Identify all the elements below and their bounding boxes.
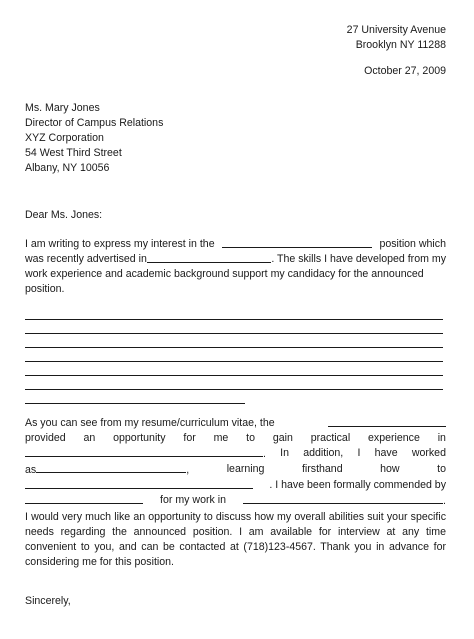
greeting: Dear Ms. Jones: <box>25 209 103 221</box>
intro-text-c: was recently advertised in <box>25 253 147 265</box>
exp-text-a: As you can see from my resume/curriculum vitae, the <box>25 417 275 429</box>
blank-line[interactable] <box>25 348 443 362</box>
recipient-city: Albany, NY 10056 <box>25 162 110 174</box>
blank-role[interactable] <box>36 462 186 473</box>
blank-line[interactable] <box>25 320 443 334</box>
blank-line[interactable] <box>25 306 443 320</box>
intro-text-e: work experience and academic background support my candidacy for the announced <box>25 268 424 280</box>
exp-word: learning <box>226 463 265 475</box>
exp-word: , <box>186 464 190 476</box>
exp-word: In <box>280 447 289 459</box>
exp-word: practical <box>310 432 351 444</box>
blank-line[interactable] <box>25 376 443 390</box>
exp-word: how <box>380 463 400 475</box>
blank-advertised-in[interactable] <box>147 252 271 263</box>
blank-line[interactable] <box>25 334 443 348</box>
sender-street: 27 University Avenue <box>346 24 446 36</box>
blank-paragraph[interactable] <box>25 306 443 404</box>
exp-word: worked <box>411 447 446 459</box>
intro-text-d: . The skills I have developed from my <box>271 253 446 265</box>
blank-commender[interactable] <box>25 493 143 504</box>
exp-word: me <box>213 432 229 444</box>
exp-word: . <box>443 495 446 507</box>
paragraph-closing: I would very much like an opportunity to discuss how my overall abilities suit your specific needs regarding the announced position. I am available for interview at any time convenient to you, and can be contacted at (718)123-4567. Thank you in advance for considering me for this position. <box>25 511 446 568</box>
exp-word: addition, <box>303 447 344 459</box>
exp-word: for <box>183 432 196 444</box>
exp-word: to <box>246 432 256 444</box>
exp-word: gain <box>272 432 293 444</box>
paragraph-experience <box>25 416 446 509</box>
exp-word: an <box>83 432 96 444</box>
exp-word: I <box>357 447 361 459</box>
blank-company[interactable] <box>328 416 446 427</box>
exp-word: opportunity <box>113 432 166 444</box>
exp-word: . <box>263 448 266 460</box>
blank-line[interactable] <box>25 362 443 376</box>
exp-text-f: for my work in <box>160 494 226 506</box>
blank-line[interactable] <box>25 390 245 404</box>
blank-field[interactable] <box>25 446 263 457</box>
intro-text-a: I am writing to express my interest in the <box>25 238 215 250</box>
sender-address <box>347 23 446 53</box>
sender-city: Brooklyn NY 11288 <box>355 39 446 51</box>
exp-word: as <box>25 464 37 476</box>
recipient-title: Director of Campus Relations <box>25 117 164 129</box>
paragraph-intro <box>25 237 446 297</box>
recipient-company: XYZ Corporation <box>25 132 104 144</box>
exp-word: experience <box>368 432 420 444</box>
blank-position[interactable] <box>222 237 372 248</box>
closing-salutation: Sincerely, <box>25 595 71 607</box>
recipient-name: Ms. Mary Jones <box>25 102 100 114</box>
exp-word: firsthand <box>301 463 343 475</box>
exp-word: have <box>374 447 398 459</box>
intro-text-b: position which <box>379 238 446 250</box>
letter-date: October 27, 2009 <box>364 65 446 77</box>
exp-word: provided <box>25 432 66 444</box>
intro-text-f: position. <box>25 283 65 295</box>
exp-word: in <box>437 432 446 444</box>
recipient-street: 54 West Third Street <box>25 147 122 159</box>
exp-text-e: . I have been formally commended by <box>269 479 446 491</box>
blank-work-area[interactable] <box>243 493 443 504</box>
blank-skill[interactable] <box>25 478 253 489</box>
exp-word: to <box>437 463 446 475</box>
recipient-address <box>25 101 163 176</box>
